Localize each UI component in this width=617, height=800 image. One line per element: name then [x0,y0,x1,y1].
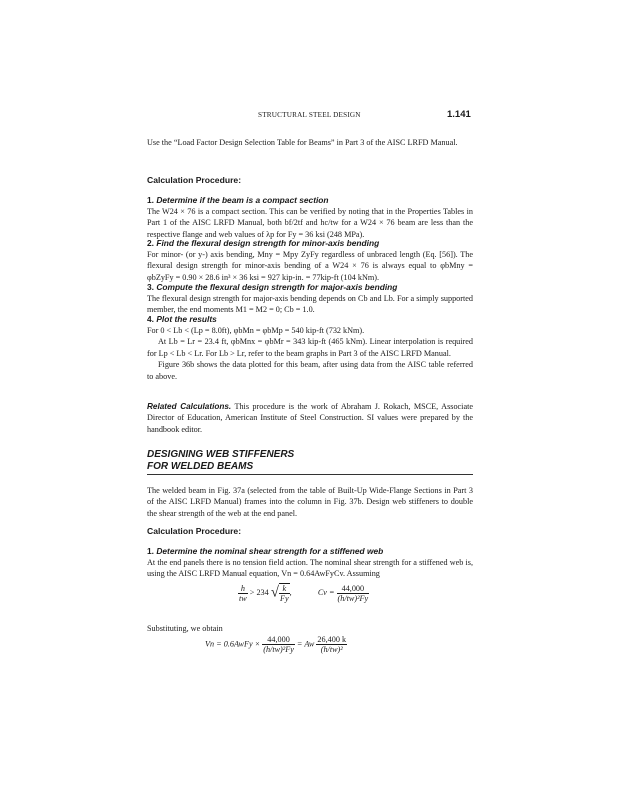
step-number: 3. [147,282,154,292]
eq2-f1-den: (h/tw)²Fy [263,645,294,654]
step-1-body: The W24 × 76 is a compact section. This can be verified by noting that in the Properties Tables in Part 1 of the AISC LRFD Manual, both bf/2tf and hc/tw for a W24 × 76 beam are less than the respective flange and web values of λp for Fy = 36 ksi (248 MPa). [147,207,473,239]
section-title-line-1: DESIGNING WEB STIFFENERS [147,449,295,460]
substituting-text: Substituting, we obtain [147,624,223,633]
eq2-lhs: Vn = 0.6AwFy × [205,639,261,649]
step-4-body: For 0 < Lb < (Lp = 8.0ft), φbMn = φbMp = 540 kip-ft (732 kNm). [147,326,365,335]
step-1-heading [147,195,473,206]
eq1-den: tw [239,593,247,603]
step-number: 4. [147,314,154,324]
step-4 [147,314,473,382]
section-2-procedure-heading-block [147,526,473,536]
step-4-heading [147,314,473,325]
step-title: Compute the flexural design strength for major-axis bending [156,282,398,292]
section-2-step-1-heading [147,546,473,557]
eq1-root-den: Fy [280,594,289,603]
related-calculations [147,401,473,435]
substituting-line [147,623,473,634]
sqrt-symbol: √ [270,584,280,601]
eq2-f2-num: 26,400 k [317,635,347,644]
step-4-body-3: Figure 36b shows the data plotted for this beam, after using data from the AISC table referred to above. [147,360,473,381]
eq1-cv: Cv = [317,587,335,597]
eq1-comparator: > 234 [249,587,269,597]
eq1-h-over-tw [238,584,248,603]
step-number: 2. [147,238,154,248]
step-2 [147,238,473,283]
eq1-cv-den: (h/tw)²Fy [337,593,369,603]
related-paragraph [147,401,473,435]
step-title: Plot the results [156,314,217,324]
step-4-body-2: At Lb = Lr = 23.4 ft, φbMnx = φbMr = 343 kip-ft (465 kNm). Linear interpolation is required for Lp < Lb < Lr. For Lb > Lr, refer to the beam graphs in Part 3 of the AISC LRFD Manual. [147,337,473,358]
procedure-heading-block [147,175,473,185]
step-title: Determine if the beam is a compact section [156,195,329,205]
intro-block [147,137,473,148]
section-title-line-2: FOR WELDED BEAMS [147,460,254,472]
step-3 [147,282,473,316]
section-2-step-1 [147,546,473,580]
eq2-f1-num: 44,000 [262,635,295,645]
section-title-block [147,449,473,472]
eq1-cv-fraction [337,584,370,603]
procedure-heading: Calculation Procedure: [147,175,242,185]
step-title: Determine the nominal shear strength for a stiffened web [156,546,384,556]
section-2-intro [147,485,473,519]
related-label: Related Calculations. [147,402,232,411]
step-number: 1. [147,546,154,556]
eq2-fraction-1 [262,635,295,654]
section-2-intro-paragraph: The welded beam in Fig. 37a (selected from the table of Built-Up Wide-Flange Sections in Part 3 of the AISC LRFD Manual) frames into the column in Fig. 37b. Design web stiffeners to double the shear strength of the web at the end panel. [147,486,473,518]
step-2-body: For minor- (or y-) axis bending, Mny = Mpy ZyFy regardless of unbraced length (Eq. [56]). The flexural design strength for minor-axis bending of a W24 × 76 is always equal to φbMny = φbZyFy = 0.90 × 28.6 in³ × 36 ksi = 927 kip-in. = 77kip-ft (104 kNm). [147,250,473,282]
related-text: This procedure is the work of Abraham J. Rokach, MSCE, Associate Director of Education, American Institute of Steel Construction. SI values were prepared by the handbook editor. [147,402,473,434]
step-3-body: The flexural design strength for major-axis bending depends on Cb and Lb. For a simply supported member, the end moments M1 = M2 = 0; Cb = 1.0. [147,294,473,315]
eq1-root-num: k [279,584,290,594]
eq1-num: h [238,584,248,594]
page-number: 1.141 [447,109,471,120]
step-number: 1. [147,195,154,205]
section-divider [147,474,473,475]
eq1-cv-num: 44,000 [337,584,370,594]
section-2-procedure-heading: Calculation Procedure: [147,526,242,536]
intro-paragraph: Use the “Load Factor Design Selection Table for Beams” in Part 3 of the AISC LRFD Manual. [147,138,458,147]
step-2-heading [147,238,473,249]
running-header-title: STRUCTURAL STEEL DESIGN [258,111,361,119]
eq1-root [279,583,290,603]
equation-2 [205,635,347,654]
step-1 [147,195,473,240]
section-2-step-1-body: At the end panels there is no tension field action. The nominal shear strength for a stiffened web is, using the AISC LRFD Manual equation, Vn = 0.64AwFyCv. Assuming [147,558,473,579]
eq2-f2-den: (h/tw)² [320,645,343,654]
step-3-heading [147,282,473,293]
step-title: Find the flexural design strength for minor-axis bending [156,238,380,248]
eq2-mid: = Aw [296,639,315,649]
eq2-fraction-2 [316,635,347,654]
equation-1: $\frac{h}{tw}$ > 234 √ $\frac{k}{Fy}$ , Cv = $\frac{44,000}{\text{(h/tw)²Fy}}$ [239,583,369,603]
